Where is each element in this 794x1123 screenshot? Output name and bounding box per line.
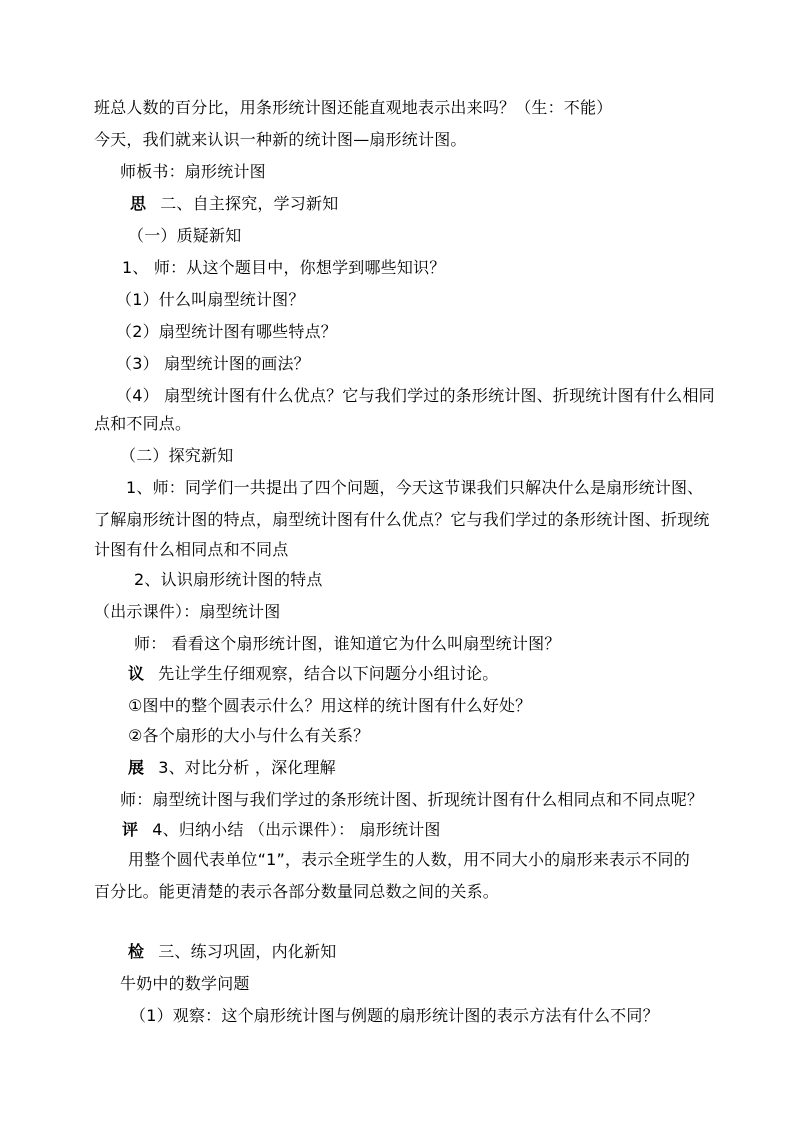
lesson-stage-tag: 展 (128, 758, 145, 777)
line-text: 师板书：扇形统计图 (120, 162, 266, 181)
question-item (116, 384, 715, 408)
line-text: （出示课件）：扇型统计图 (94, 602, 281, 621)
line-text: ①图中的整个圆表示什么？用这样的统计图有什么好处？ (128, 696, 532, 715)
section-heading (130, 192, 338, 216)
line-text: 百分比。能更清楚的表示各部分数量同总数之间的关系。 (94, 882, 500, 901)
line-text: 先让学生仔细观察，结合以下问题分小组讨论。 (158, 664, 499, 683)
paragraph-line (134, 568, 323, 592)
line-text: 师： 看看这个扇形统计图，谁知道它为什么叫扇型统计图？ (134, 634, 561, 653)
line-text: （4） 扇型统计图有什么优点？它与我们学过的条形统计图、折现统计图有什么相同 (116, 386, 715, 405)
lesson-stage-tag: 议 (128, 664, 145, 683)
line-text: 班总人数的百分比，用条形统计图还能直观地表示出来吗？（生：不能） (94, 98, 613, 117)
subsection-heading (120, 444, 233, 468)
question-item (130, 1004, 659, 1028)
paragraph-line (94, 880, 499, 904)
line-text: 二、自主探究，学习新知 (160, 194, 339, 213)
line-text: （1）什么叫扇型统计图？ (116, 290, 305, 309)
paragraph-line (126, 476, 703, 500)
line-text: （二）探究新知 (120, 446, 234, 465)
line-text: 三、练习巩固，内化新知 (158, 942, 337, 961)
lesson-stage-tag: 思 (130, 194, 147, 213)
question-item (128, 694, 531, 718)
paragraph-line (122, 818, 441, 842)
line-text: 今天，我们就来认识一种新的统计图—扇形统计图。 (94, 130, 467, 149)
line-text: （3） 扇型统计图的画法？ (116, 354, 310, 373)
paragraph-line (94, 508, 710, 532)
paragraph-line (94, 538, 288, 562)
line-text: 2、认识扇形统计图的特点 (134, 570, 323, 589)
line-text: 1、 师：从这个题目中，你想学到哪些知识？ (122, 258, 446, 277)
question-item (128, 724, 369, 748)
line-text: 3、对比分析 ，深化理解 (158, 758, 336, 777)
line-text: 计图有什么相同点和不同点 (94, 540, 289, 559)
line-text: 1、师：同学们一共提出了四个问题，今天这节课我们只解决什么是扇形统计图、 (126, 478, 704, 497)
paragraph-line (128, 848, 690, 872)
paragraph-line (120, 788, 703, 812)
question-item (116, 288, 305, 312)
line-text: 牛奶中的数学问题 (120, 974, 250, 993)
lesson-stage-tag: 评 (122, 820, 139, 839)
paragraph-line (134, 632, 561, 656)
subsection-heading (128, 224, 241, 248)
line-text: 用整个圆代表单位“1”，表示全班学生的人数，用不同大小的扇形来表示不同的 (128, 850, 690, 869)
line-text: （1）观察：这个扇形统计图与例题的扇形统计图的表示方法有什么不同？ (130, 1006, 659, 1025)
question-item (116, 352, 310, 376)
paragraph-line (94, 96, 612, 120)
lesson-stage-tag: 检 (128, 942, 145, 961)
line-text: 4、归纳小结 （出示课件）： 扇形统计图 (152, 820, 441, 839)
paragraph-line (128, 662, 498, 686)
paragraph-line (94, 600, 280, 624)
paragraph-line (94, 128, 467, 152)
paragraph-line (122, 256, 445, 280)
paragraph-line (128, 756, 336, 780)
section-heading (128, 940, 336, 964)
paragraph-line (120, 972, 250, 996)
line-text: （一）质疑新知 (128, 226, 242, 245)
line-text: 点和不同点。 (94, 414, 192, 433)
line-text: 了解扇形统计图的特点，扇型统计图有什么优点？它与我们学过的条形统计图、折现统 (94, 510, 710, 529)
line-text: 师：扇型统计图与我们学过的条形统计图、折现统计图有什么相同点和不同点呢？ (120, 790, 704, 809)
paragraph-line (94, 412, 191, 436)
question-item (116, 320, 337, 344)
line-text: （2）扇型统计图有哪些特点？ (116, 322, 337, 341)
paragraph-line (120, 160, 266, 184)
line-text: ②各个扇形的大小与什么有关系？ (128, 726, 370, 745)
